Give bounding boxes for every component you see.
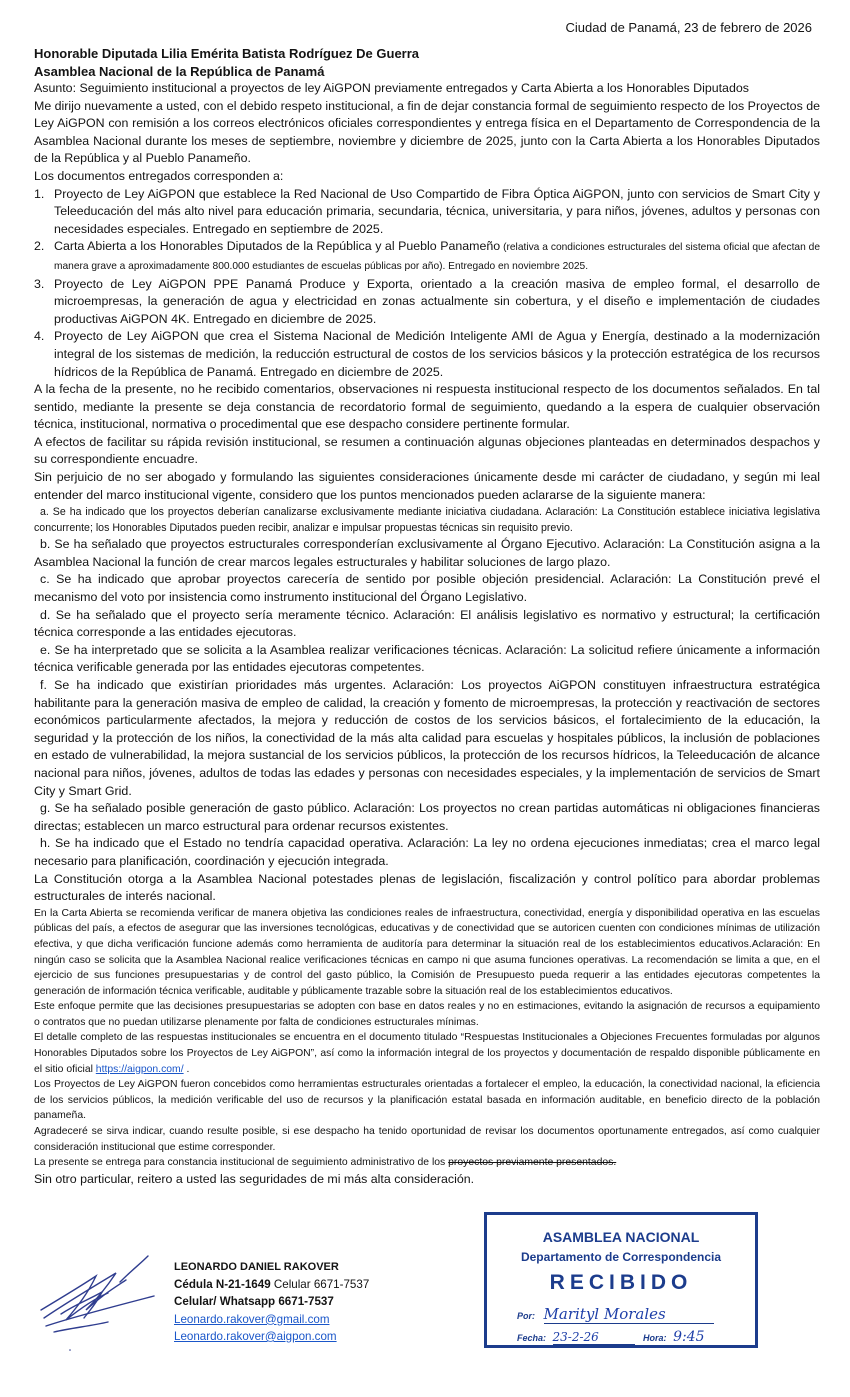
approach-paragraph: Este enfoque permite que las decisiones presupuestarias se adopten con base en datos reales y no en estimaciones, evitando la asignación de recursos a equipamiento o contratos que no puedan utilizarse plenamente por falta de condiciones estructurales mínimas. [34,1001,820,1028]
documents-intro: Los documentos entregados corresponden a: [34,168,284,183]
objection-item [34,642,820,677]
objection-text: Se ha señalado que el proyecto sería meramente técnico. Aclaración: El análisis legislativo es normativo y estructural; la certificación técnica corresponde a las entidades ejecutoras. [34,607,820,640]
objection-item [34,571,820,606]
objection-item [34,504,820,536]
recipient-block [34,45,419,81]
list-item-text: Carta Abierta a los Honorables Diputados de la República y al Pueblo Panameño [54,239,501,254]
detail-text: El detalle completo de las respuestas institucionales se encuentra en el documento titulado “Respuestas Institucionales a Objeciones Frecuentes formuladas por algunos Honorables Diputados sobre los Proyectos de Ley AiGPON”, así como la información integral de los proyectos y documentación de respaldo disponible públicamente en el sitio oficial [34,1032,820,1075]
objection-item [34,607,820,642]
stamp-by-label: Por: [517,1311,535,1321]
intro-paragraph: Me dirijo nuevamente a usted, con el debido respeto institucional, a fin de dejar constancia formal de seguimiento respecto de los Proyectos de Ley AiGPON con remisión a los correos electrónicos oficiales correspondientes y entrega física en el Departamento de Correspondencia de la Asamblea Nacional durante los meses de septiembre, noviembre y diciembre de 2025, junto con la Carta Abierta a los Honorables Diputados de la República y al Pueblo Panameño. [34,98,820,166]
objection-text: Se ha señalado posible generación de gasto público. Aclaración: Los proyectos no crean partidas automáticas ni obligaciones financieras directas; establecen un marco estructural para ordenar recursos existentes. [34,801,820,833]
stamp-by-row [517,1305,714,1324]
signer-name: LEONARDO DANIEL RAKOVER [174,1261,339,1273]
objection-item [34,536,820,571]
list-item [34,276,820,329]
objection-text: Se ha indicado que los proyectos deberían canalizarse exclusivamente mediante iniciativa ciudadana. Aclaración: La Constitución establece iniciativa legislativa concurrente; los Honorables Diputados pueden recibir, analizar e impulsar propuestas técnicas sin requisito previo. [34,506,820,535]
signer-phone: Celular 6671-7537 [270,1278,370,1292]
signer-whatsapp: Celular/ Whatsapp 6671-7537 [174,1295,334,1309]
list-item-number: 2. [34,239,45,254]
projects-paragraph: Los Proyectos de Ley AiGPON fueron concebidos como herramientas estructurales orientadas a fortalecer el empleo, la educación, la conectividad nacional, la eficiencia de los servicios públicos, la medición verificable del uso de recursos y la planificación estatal basada en información auditable, en beneficio directo de la población panameña. [34,1079,820,1122]
letter-date: Ciudad de Panamá, 23 de febrero de 2026 [565,20,812,35]
objections-list [34,504,820,870]
recipient-name: Honorable Diputada Lilia Emérita Batista Rodríguez De Guerra [34,46,420,61]
list-item-number: 3. [34,276,45,291]
summary-paragraph: A efectos de facilitar su rápida revisión institucional, se resumen a continuación algunas objeciones planteadas en determinados despachos y su correspondiente encuadre. [34,434,820,467]
request-paragraph: Agradeceré se sirva indicar, cuando resulte posible, si ese despacho ha tenido oportunidad de revisar los documentos oportunamente entregados, así como cualquier consideración institucional que estime corresponder. [34,1126,820,1153]
stamp-received: RECIBIDO [549,1271,693,1294]
letter-body [34,80,820,1188]
list-item-text: Proyecto de Ley AiGPON PPE Panamá Produce y Exporta, orientado a la creación masiva de empleo formal, el desarrollo de microempresas, la generación de agua y electricidad en zonas actualmente sin cobertura, y el diseño e implementación de ciudades productivas AiGPON 4K. Entregado en diciembre de 2025. [54,276,820,326]
list-item [34,186,820,239]
list-item-number: 4. [34,329,45,344]
delivery-paragraph [34,1155,820,1171]
objection-label: d. [40,607,51,622]
objection-label: b. [40,537,51,552]
signer-email-aigpon[interactable]: Leonardo.rakover@aigpon.com [174,1329,337,1343]
objection-text: Se ha interpretado que se solicita a la Asamblea realizar verificaciones técnicas. Aclaración: La solicitud refiere únicamente a información técnica verificable generada por las entidades ejecutoras competentes. [34,642,820,675]
list-item-text: Proyecto de Ley AiGPON que crea el Sistema Nacional de Medición Inteligente AMI de Agua y Energía, destinado a la modernización integral de los sistemas de medición, la reducción estructural de costos de los servicios básicos y la protección estratégica de los recursos hídricos de la República de Panamá. Entregado en diciembre de 2025. [54,329,820,379]
open-letter-paragraph: En la Carta Abierta se recomienda verificar de manera objetiva las condiciones reales de infraestructura, conectividad, energía y disponibilidad operativa en las escuelas públicas del país, a efectos de asegurar que las inversiones tecnológicas, educativas y de conectividad que se autoricen cuenten con condiciones mínimas de utilización efectiva, y que dicha verificación funcione además como herramienta de auditoría para determinar la situación real de los establecimientos educativos.Aclaración: En ningún caso se solicita que la Asamblea Nacional realice verificaciones técnicas en campo ni que asuma funciones operativas. La recomendación se limita a que, en el ejercicio de sus funciones presupuestarias y de control del gasto público, la Comisión de Presupuesto pueda requerir a las entidades ejecutoras competentes la generación de información técnica verificable, auditable y públicamente trazable sobre la situación real de los establecimientos educativos. [34,907,820,997]
stamp-time-label: Hora: [643,1333,667,1343]
delivery-struck-text: proyectos previamente presentados. [448,1157,617,1169]
objection-text: Se ha indicado que aprobar proyectos carecería de sentido por posible objeción presidencial. Aclaración: La Constitución prevé el mecanismo del voto por insistencia como instrumento institucional del Órgano Legislativo. [34,572,820,605]
stamp-institution: ASAMBLEA NACIONAL [542,1229,700,1245]
list-item-number: 1. [34,186,45,201]
stamp-date-label: Fecha: [517,1333,547,1343]
delivery-text: La presente se entrega para constancia institucional de seguimiento administrativo de los [34,1157,449,1169]
objection-label: a. [40,506,49,519]
objection-item [34,677,820,800]
stamp-by-signature: Marityl Morales [544,1305,714,1324]
signer-block [174,1259,369,1345]
recipient-org: Asamblea Nacional de la República de Panamá [34,64,325,79]
documents-list [34,186,820,382]
signer-cedula: Cédula N-21-1649 [174,1278,271,1292]
small-print-section [34,906,820,1171]
constitution-paragraph: La Constitución otorga a la Asamblea Nacional potestades plenas de legislación, fiscalización y control político para abordar problemas estructurales de interés nacional. [34,871,820,904]
handwritten-signature [36,1248,166,1353]
closing-line: Sin otro particular, reitero a usted las seguridades de mi más alta consideración. [34,1171,475,1186]
objection-label: c. [40,572,50,587]
disclaimer-paragraph: Sin perjuicio de no ser abogado y formulando las siguientes consideraciones únicamente desde mi carácter de ciudadano, y según mi leal entender del marco institucional vigente, considero que los puntos mencionados pueden aclararse de la siguiente manera: [34,470,820,502]
list-item-text: Proyecto de Ley AiGPON que establece la Red Nacional de Uso Compartido de Fibra Óptica AiGPON, junto con servicios de Smart City y Teleeducación del más alto nivel para educación primaria, secundaria, técnica, universitaria, y para niños, jóvenes, adultos y personas con necesidades especiales. Entregado en septiembre de 2025. [54,186,820,236]
objection-item [34,835,820,870]
objection-text: Se ha indicado que existirían prioridades más urgentes. Aclaración: Los proyectos AiGPON constituyen infraestructura estratégica habilitante para la generación masiva de empleo de calidad, la creación y fomento de microempresas, la protección y reactivación de sectores económicos particularmente afectados, la mejora y reducción de costos de los servicios básicos, el fortalecimiento de la educación, la seguridad y la protección de los niños, la conectividad de la más alta calidad para escuelas y hospitales públicos, la inclusión de poblaciones en estado de vulnerabilidad, la mejora sustancial de los servicios públicos, la protección de los recursos hídricos, la Teleeducación de alcance nacional para niños, jóvenes, adultos de todas las edades y personas con necesidades especiales, y la implementación de servicios de Smart City y Smart Grid. [34,678,820,798]
objection-label: h. [40,836,51,851]
objection-text: Se ha señalado que proyectos estructurales corresponderían exclusivamente al Órgano Ejecutivo. Aclaración: La Constitución asigna a la Asamblea Nacional la función de crear marcos legales estructurales y habilitar soluciones de largo plazo. [34,537,820,569]
objection-label: f. [40,678,47,692]
subject-line: Asunto: Seguimiento institucional a proyectos de ley AiGPON previamente entregados y Carta Abierta a los Honorables Diputados [34,81,749,95]
stamp-date-value: 23-2-26 [553,1330,635,1345]
objection-label: e. [40,642,51,657]
objection-item [34,800,820,835]
detail-end: . [183,1063,190,1075]
detail-paragraph [34,1030,820,1077]
stamp-department: Departamento de Correspondencia [520,1250,722,1264]
list-item-note: (relativa a condiciones estructurales del sistema oficial que afectan de manera grave a aproximadamente 800.000 estudiantes de escuelas públicas por año). Entregado en noviembre 2025. [54,242,820,272]
list-item [34,328,820,381]
received-stamp [484,1212,758,1348]
status-paragraph: A la fecha de la presente, no he recibido comentarios, observaciones ni respuesta institucional respecto de los documentos señalados. En tal sentido, mediante la presente se deja constancia de recordatorio formal de seguimiento, quedando a la espera de cualquier observación técnica, institucional, normativa o procedimental que ese despacho considere pertinente formular. [34,382,820,432]
objection-label: g. [40,801,51,816]
signer-id-line [174,1276,369,1293]
stamp-time-value: 9:45 [673,1329,733,1346]
site-link[interactable]: https://aigpon.com/ [95,1063,184,1075]
stamp-date-row [517,1329,733,1346]
list-item [34,238,820,275]
signer-email-gmail[interactable]: Leonardo.rakover@gmail.com [174,1312,330,1326]
objection-text: Se ha indicado que el Estado no tendría capacidad operativa. Aclaración: La ley no ordena ejecuciones inmediatas; crea el marco legal necesario para planificación, coordinación y ejecución integrada. [34,836,820,868]
